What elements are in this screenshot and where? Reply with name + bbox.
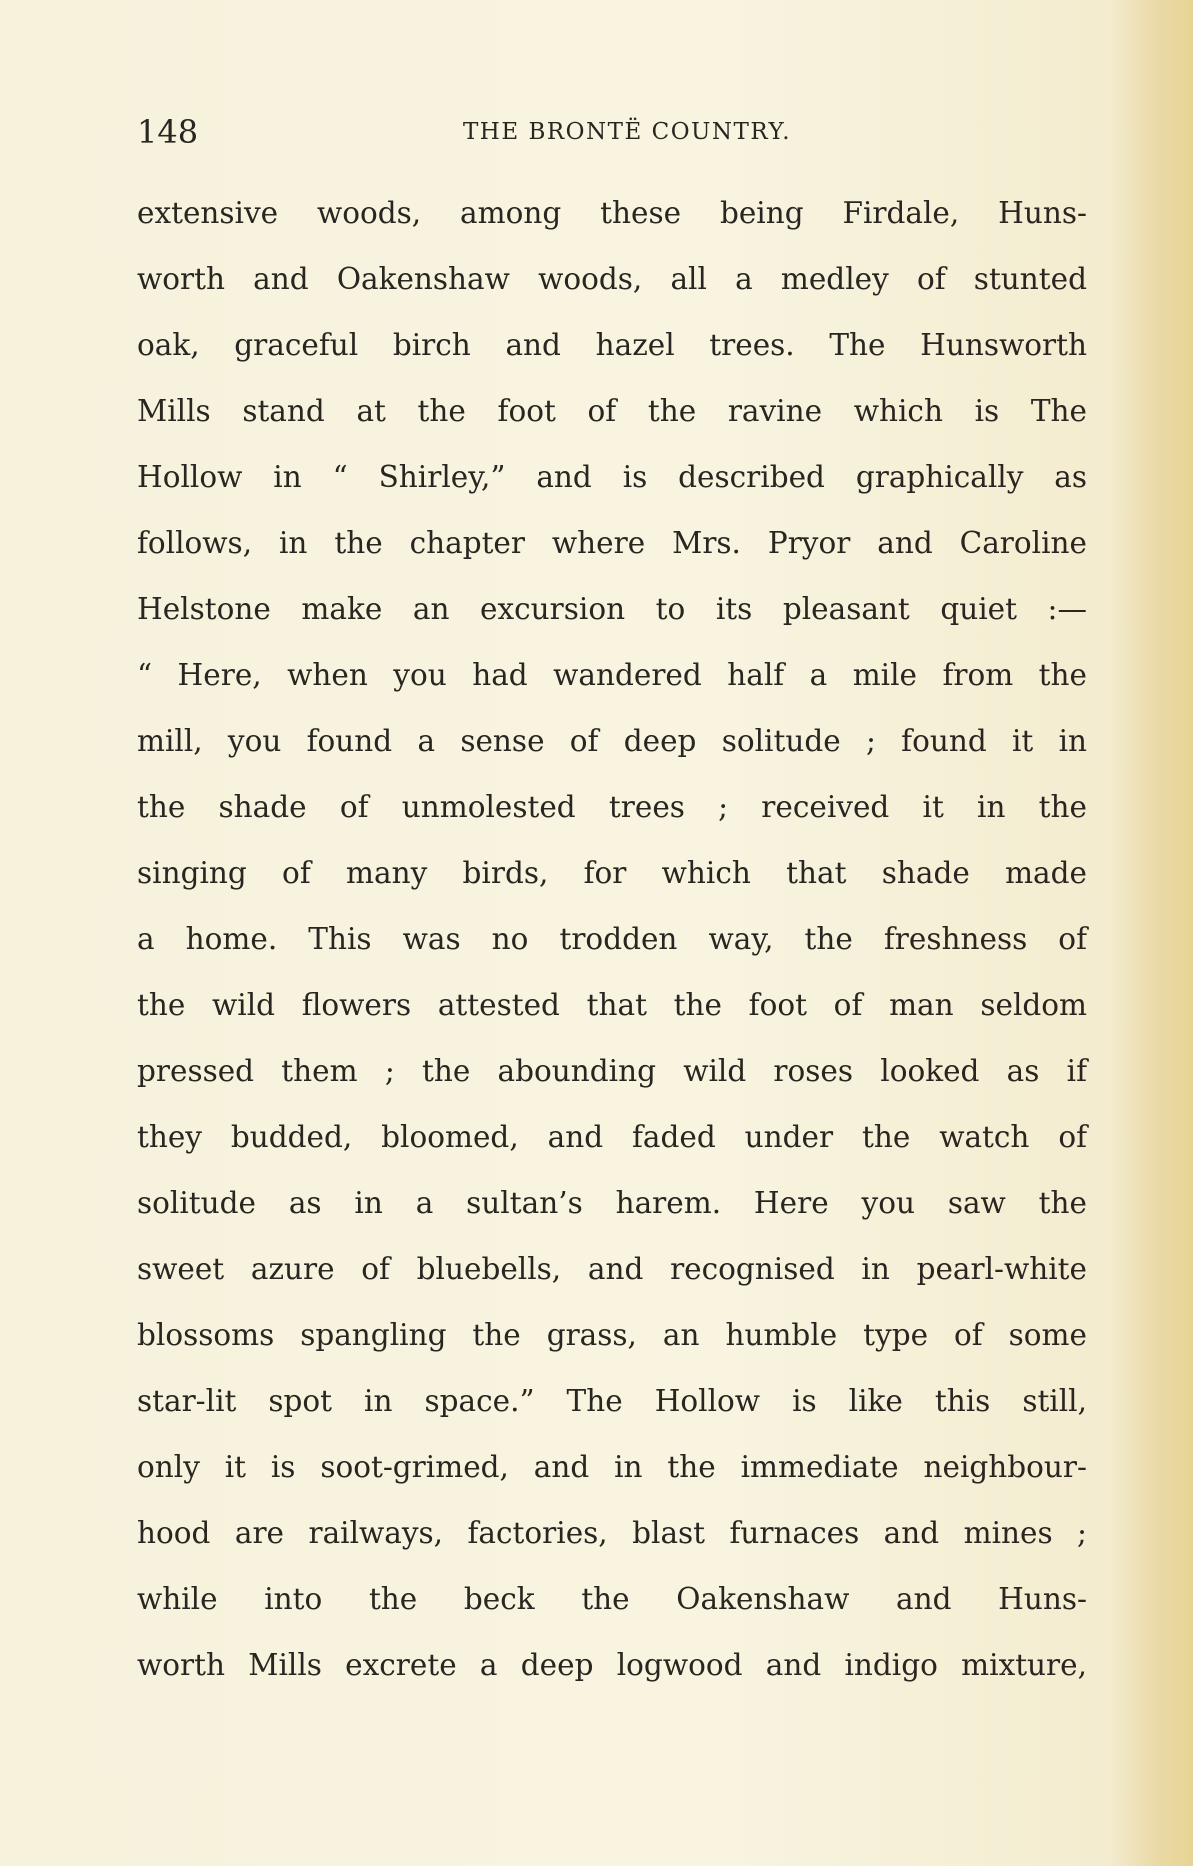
text-line: pressed them ; the abounding wild roses looked as if [137,1054,1087,1088]
text-line: they budded, bloomed, and faded under the watch of [137,1120,1087,1154]
text-line: mill, you found a sense of deep solitude ; found it in [137,724,1087,758]
text-line: “ Here, when you had wandered half a mile from the [137,658,1087,692]
body-text [137,180,1087,1698]
text-line: blossoms spangling the grass, an humble type of some [137,1318,1087,1352]
text-line: extensive woods, among these being Firdale, Huns- [137,196,1087,230]
text-line: follows, in the chapter where Mrs. Pryor and Caroline [137,526,1087,560]
text-line: a home. This was no trodden way, the freshness of [137,922,1087,956]
text-line: worth and Oakenshaw woods, all a medley of stunted [137,262,1087,296]
running-head: THE BRONTË COUNTRY. [462,119,792,145]
text-line: the shade of unmolested trees ; received it in the [137,790,1087,824]
text-line: worth Mills excrete a deep logwood and indigo mixture, [137,1648,1087,1682]
text-line: star-lit spot in space.” The Hollow is like this still, [137,1384,1087,1418]
page-number: 148 [137,113,199,151]
text-line: oak, graceful birch and hazel trees. The Hunsworth [137,328,1087,362]
text-line: sweet azure of bluebells, and recognised in pearl-white [137,1252,1087,1286]
text-line: while into the beck the Oakenshaw and Huns- [137,1582,1087,1616]
text-line: the wild flowers attested that the foot of man seldom [137,988,1087,1022]
text-line: singing of many birds, for which that shade made [137,856,1087,890]
text-line: only it is soot-grimed, and in the immediate neighbour- [137,1450,1087,1484]
text-line: hood are railways, factories, blast furnaces and mines ; [137,1516,1087,1550]
page-header [137,106,1087,158]
text-line: solitude as in a sultan’s harem. Here you saw the [137,1186,1087,1220]
text-line: Hollow in “ Shirley,” and is described graphically as [137,460,1087,494]
text-line: Helstone make an excursion to its pleasant quiet :— [137,592,1087,626]
text-line: Mills stand at the foot of the ravine which is The [137,394,1087,428]
